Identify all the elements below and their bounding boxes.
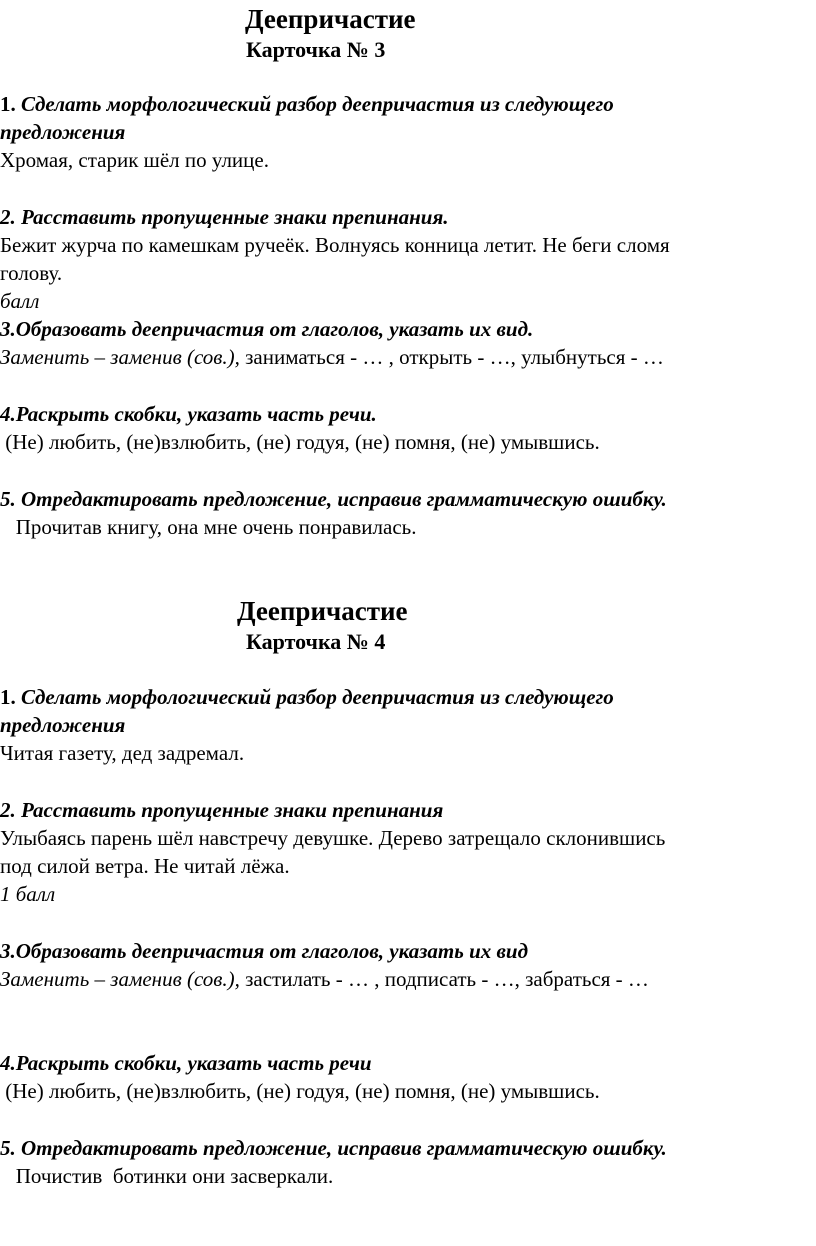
card-3-task2-sentence-cont: голову. <box>0 261 63 285</box>
card-3-task5-heading: 5. Отредактировать предложение, исправив грамматическую ошибку. <box>0 487 667 511</box>
card-3-task1-number: 1. <box>0 92 16 116</box>
card-4-task2-heading: 2. Расставить пропущенные знаки препинания <box>0 798 444 822</box>
card-4-task1-sentence: Читая газету, дед задремал. <box>0 741 245 765</box>
card-3-task3-content <box>0 344 664 370</box>
card-3-task4-words: (Не) любить, (не)взлюбить, (не) годуя, (не) помня, (не) умывшись. <box>0 430 600 454</box>
card-4-task3-example: Заменить – заменив (сов.), <box>0 967 240 991</box>
card-4-task1-text: Сделать морфологический разбор деепричастия из следующего <box>15 685 614 709</box>
card-4-task4-words: (Не) любить, (не)взлюбить, (не) годуя, (не) помня, (не) умывшись. <box>0 1079 600 1103</box>
card-4-task1-text-cont: предложения <box>0 713 126 737</box>
card-3-task2-sentence: Бежит журча по камешкам ручеёк. Волнуясь конница летит. Не беги сломя <box>0 233 670 257</box>
card-4-task1-heading <box>0 684 614 710</box>
card-4-title: Деепричастие <box>237 596 408 626</box>
card-4-task4-heading: 4.Раскрыть скобки, указать часть речи <box>0 1051 372 1075</box>
card-3-task4-heading: 4.Раскрыть скобки, указать часть речи. <box>0 402 377 426</box>
card-3-task1-sentence: Хромая, старик шёл по улице. <box>0 148 269 172</box>
card-3-task2-heading: 2. Расставить пропущенные знаки препинания. <box>0 205 449 229</box>
card-3-task1-text: Сделать морфологический разбор деепричастия из следующего <box>15 92 614 116</box>
card-3-task1-heading <box>0 91 614 117</box>
card-4-task3-verbs: застилать - … , подписать - …, забраться - … <box>239 967 649 991</box>
card-3-task3-heading: 3.Образовать деепричастия от глаголов, указать их вид. <box>0 317 534 341</box>
card-4-task5-heading: 5. Отредактировать предложение, исправив грамматическую ошибку. <box>0 1136 667 1160</box>
card-3-task5-sentence: Прочитав книгу, она мне очень понравилась. <box>0 515 417 539</box>
card-3-task2-score: балл <box>0 289 40 313</box>
card-4-task3-heading: 3.Образовать деепричастия от глаголов, указать их вид <box>0 939 529 963</box>
card-3-task1-text-cont: предложения <box>0 120 126 144</box>
card-3-task3-example: Заменить – заменив (сов.), <box>0 345 240 369</box>
card-4-task2-sentence: Улыбаясь парень шёл навстречу девушке. Дерево затрещало склонившись <box>0 826 666 850</box>
card-4-task2-sentence-cont: под силой ветра. Не читай лёжа. <box>0 854 290 878</box>
card-3-title: Деепричастие <box>245 4 416 34</box>
card-4-task3-content <box>0 966 649 992</box>
card-3-task3-verbs: заниматься - … , открыть - …, улыбнуться - … <box>239 345 664 369</box>
card-4-subtitle: Карточка № 4 <box>246 629 386 654</box>
card-4-task1-number: 1. <box>0 685 16 709</box>
card-4-task5-sentence: Почистив ботинки они засверкали. <box>0 1164 334 1188</box>
card-4-task2-score: 1 балл <box>0 882 56 906</box>
card-3-subtitle: Карточка № 3 <box>246 37 386 62</box>
